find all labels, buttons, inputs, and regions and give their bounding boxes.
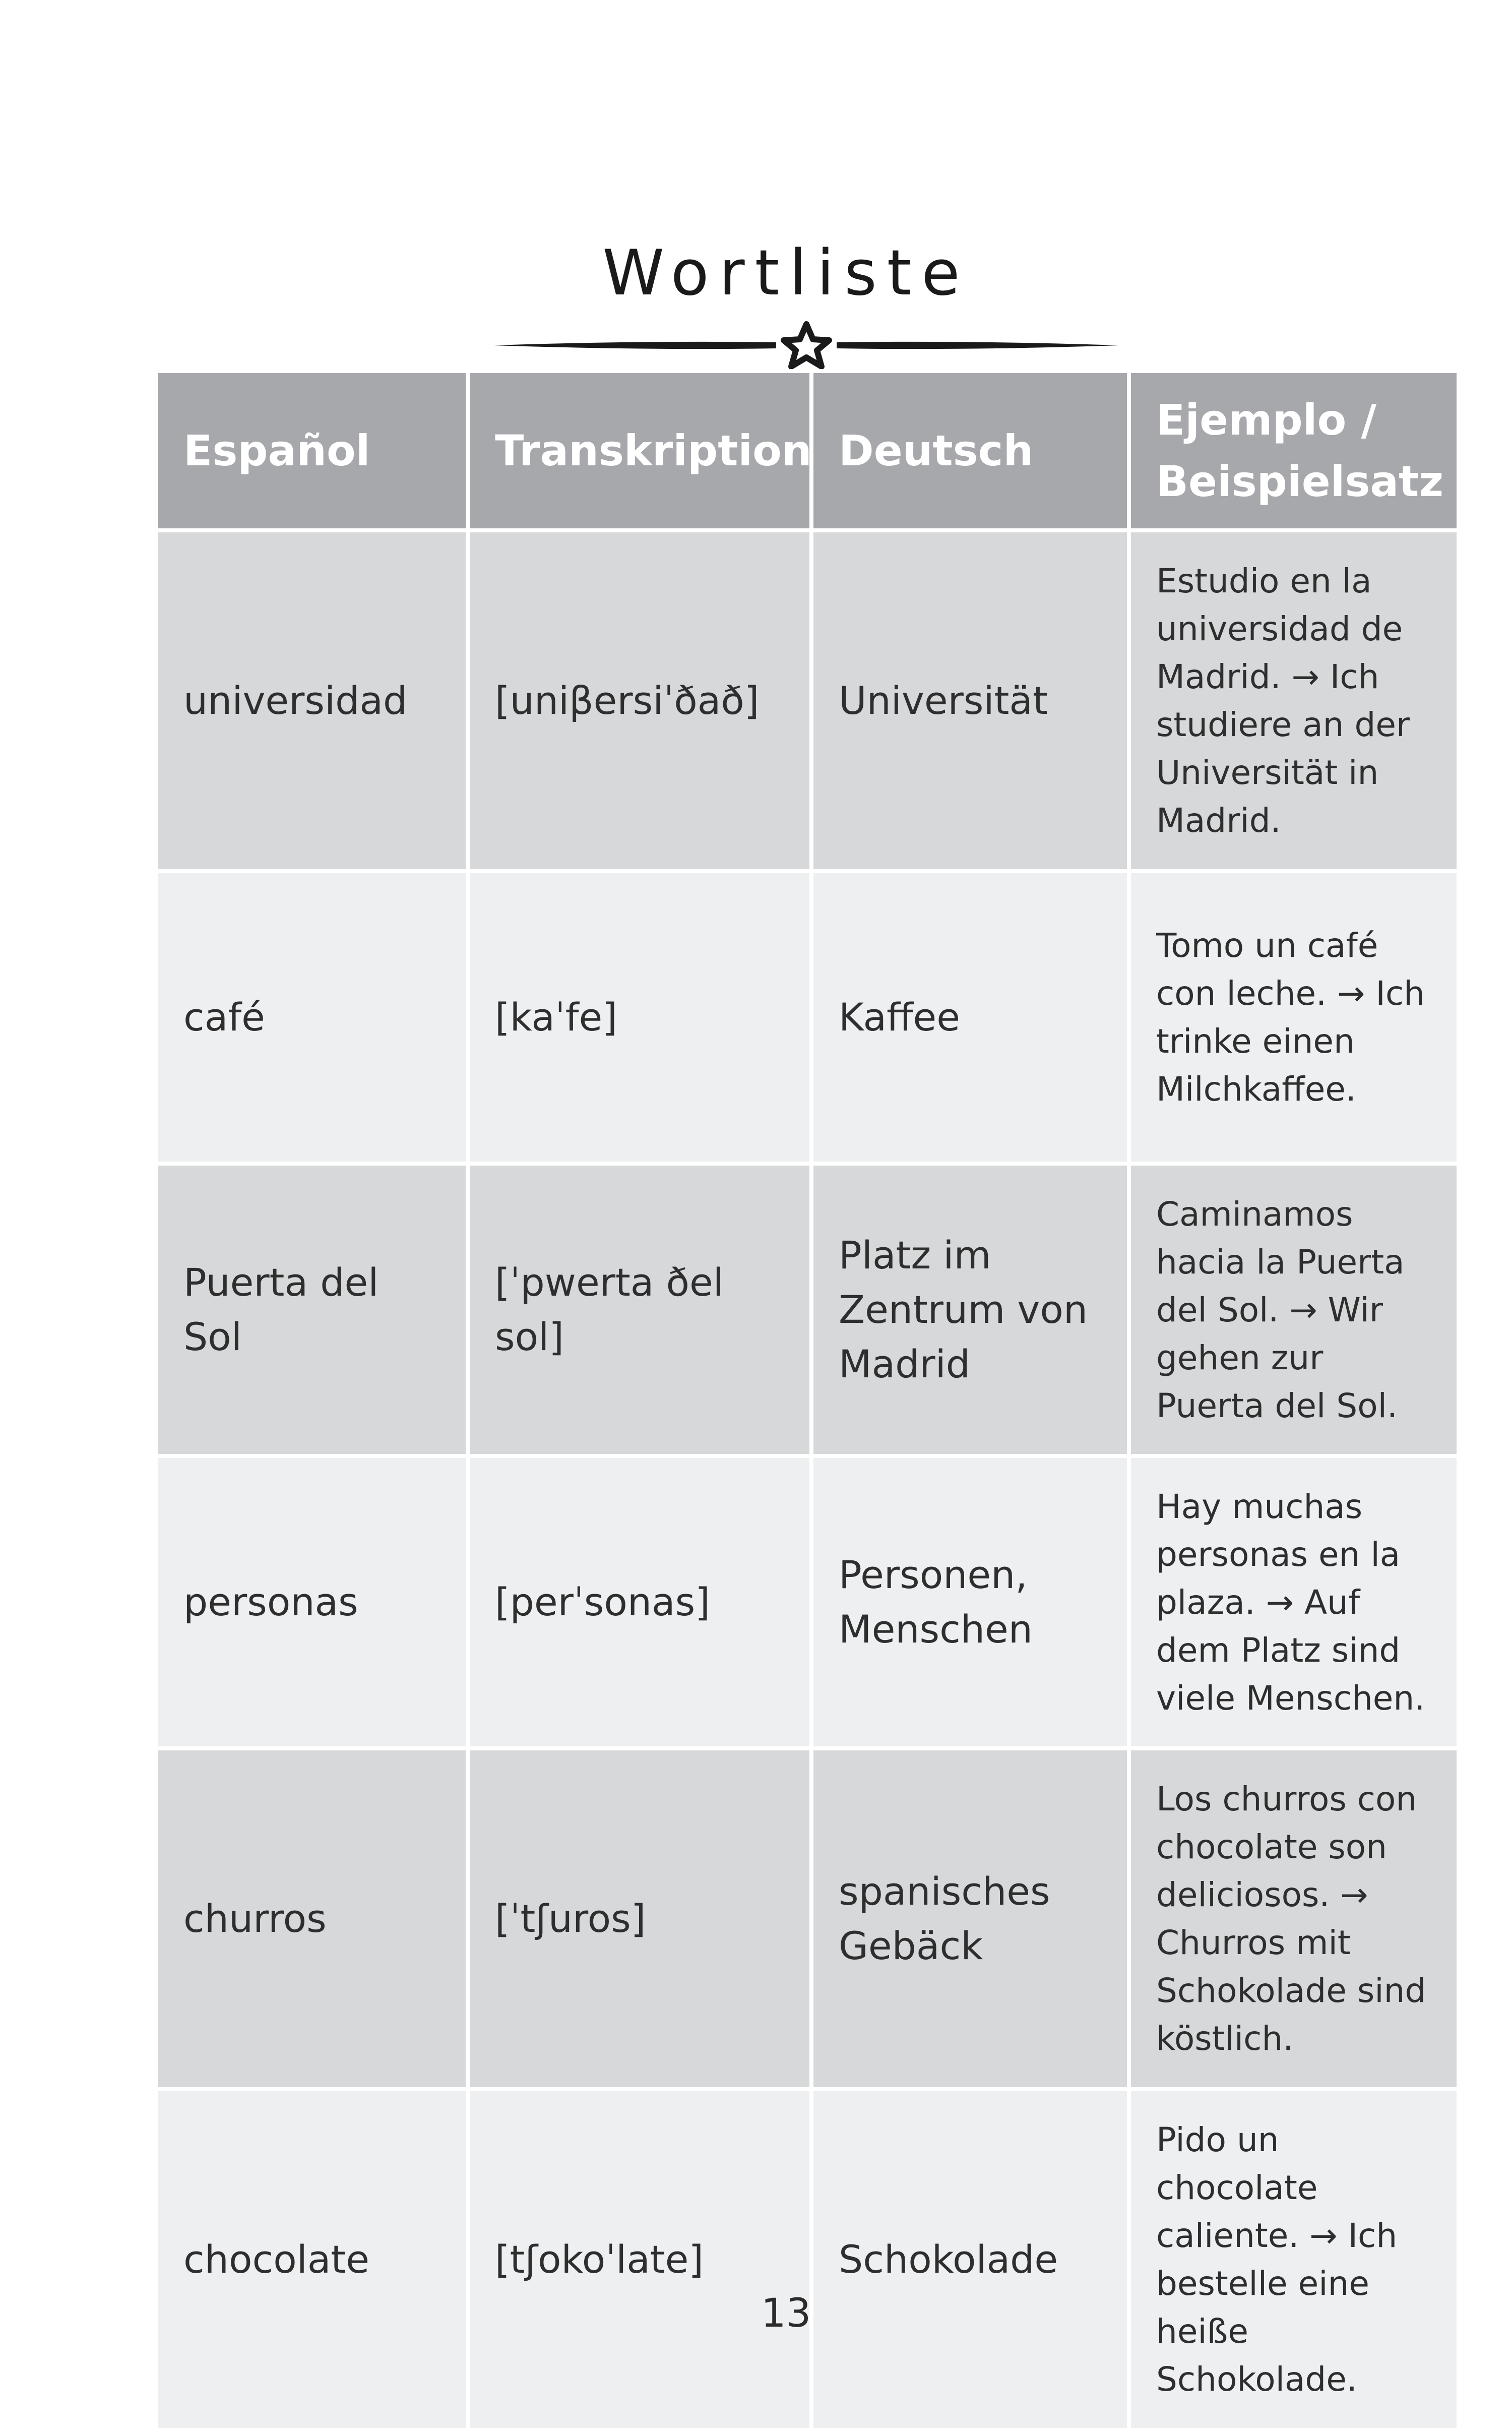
cell-transcription: [kaˈfe]: [468, 871, 811, 1164]
table-row: [156, 1164, 1459, 1456]
header-transcription: Transkription: [468, 371, 811, 530]
cell-spanish: Puerta del Sol: [156, 1164, 468, 1456]
cell-transcription: [ˈtʃuros]: [468, 1748, 811, 2089]
cell-german: Universität: [811, 530, 1129, 871]
page-number: 13: [761, 2291, 811, 2336]
cell-transcription: [perˈsonas]: [468, 1456, 811, 1748]
cell-german: Schokolade: [811, 2089, 1129, 2430]
cell-spanish: personas: [156, 1456, 468, 1748]
vocabulary-table: [154, 369, 1461, 2432]
cell-example: Los churros con chocolate son deliciosos. → Churros mit Schokolade sind köstlich.: [1129, 1748, 1459, 2089]
cell-transcription: [ˈpwerta ðel sol]: [468, 1164, 811, 1456]
table-row: [156, 1748, 1459, 2089]
cell-example: Pido un chocolate caliente. → Ich bestelle eine heiße Schokolade.: [1129, 2089, 1459, 2430]
table-header-row: [156, 371, 1459, 530]
cell-example: Caminamos hacia la Puerta del Sol. → Wir gehen zur Puerta del Sol.: [1129, 1164, 1459, 1456]
table-row: [156, 1456, 1459, 1748]
cell-example: Tomo un café con leche. → Ich trinke einen Milchkaffee.: [1129, 871, 1459, 1164]
cell-german: Platz im Zentrum von Madrid: [811, 1164, 1129, 1456]
header-spanish: Español: [156, 371, 468, 530]
cell-german: spanisches Gebäck: [811, 1748, 1129, 2089]
page-title: Wortliste: [602, 237, 970, 310]
table-row: [156, 871, 1459, 1164]
header-german: Deutsch: [811, 371, 1129, 530]
header-example: Ejemplo / Beispielsatz: [1129, 371, 1459, 530]
cell-example: Estudio en la universidad de Madrid. → Ich studiere an der Universität in Madrid.: [1129, 530, 1459, 871]
star-divider-icon: [494, 320, 1119, 371]
cell-transcription: [uniβersiˈðað]: [468, 530, 811, 871]
cell-example: Hay muchas personas en la plaza. → Auf dem Platz sind viele Menschen.: [1129, 1456, 1459, 1748]
cell-spanish: chocolate: [156, 2089, 468, 2430]
cell-german: Kaffee: [811, 871, 1129, 1164]
cell-spanish: universidad: [156, 530, 468, 871]
table-row: [156, 530, 1459, 871]
cell-transcription: [tʃokoˈlate]: [468, 2089, 811, 2430]
cell-spanish: café: [156, 871, 468, 1164]
cell-german: Personen, Menschen: [811, 1456, 1129, 1748]
cell-spanish: churros: [156, 1748, 468, 2089]
table-row: [156, 2089, 1459, 2430]
